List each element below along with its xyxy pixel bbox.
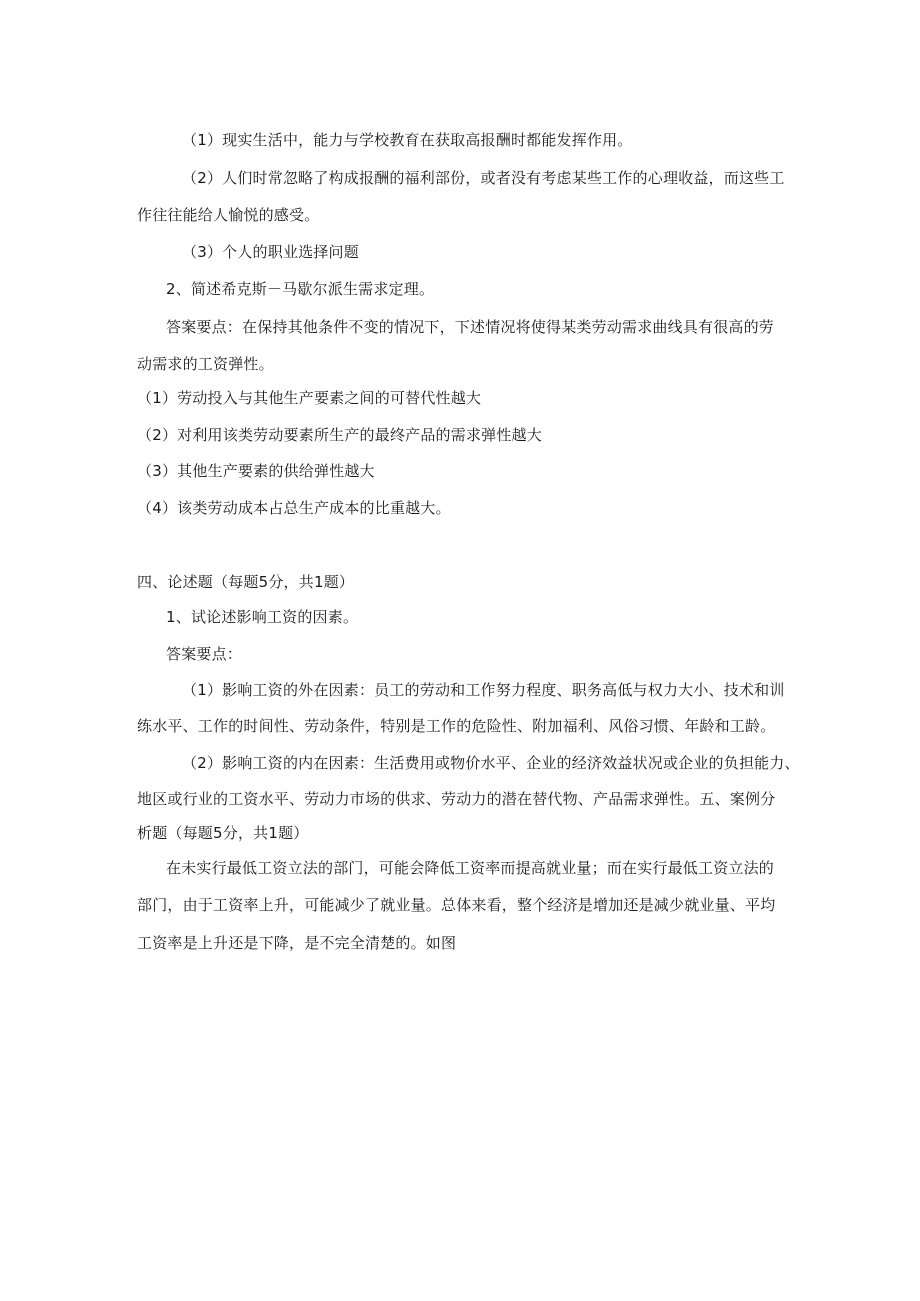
external-factors-line2: 练水平、工作的时间性、劳动条件，特别是工作的危险性、附加福利、风俗习惯、年龄和工龄。 [137, 717, 776, 735]
internal-factors-line1: （2）影响工资的内在因素：生活费用或物价水平、企业的经济效益状况或企业的负担能力、 [182, 754, 800, 772]
section-heading: 四、论述题（每题5分，共1题） [137, 573, 355, 591]
answer-point-1: （1）现实生活中，能力与学校教育在获取高报酬时都能发挥作用。 [182, 131, 633, 149]
essay-question-1: 1、试论述影响工资的因素。 [166, 608, 359, 626]
question-2: 2、简述希克斯－马歇尔派生需求定理。 [166, 280, 435, 298]
answer-label: 答案要点： [166, 645, 243, 663]
list-item: （4）该类劳动成本占总生产成本的比重越大。 [137, 499, 451, 517]
internal-factors-line3: 析题（每题5分，共1题） [137, 824, 309, 842]
case-analysis-line1: 在未实行最低工资立法的部门，可能会降低工资率而提高就业量；而在实行最低工资立法的 [166, 859, 775, 877]
case-analysis-line3: 工资率是上升还是下降，是不完全清楚的。如图 [137, 934, 457, 952]
case-analysis-line2: 部门，由于工资率上升，可能减少了就业量。总体来看，整个经济是增加还是减少就业量、平均 [137, 896, 776, 914]
answer-intro-line2: 动需求的工资弹性。 [137, 355, 274, 373]
answer-point-3: （3）个人的职业选择问题 [182, 243, 359, 261]
list-item: （3）其他生产要素的供给弹性越大 [137, 462, 375, 480]
answer-intro-line1: 答案要点：在保持其他条件不变的情况下，下述情况将使得某类劳动需求曲线具有很高的劳 [166, 318, 775, 336]
list-item: （2）对利用该类劳动要素所生产的最终产品的需求弹性越大 [137, 426, 542, 444]
external-factors-line1: （1）影响工资的外在因素：员工的劳动和工作努力程度、职务高低与权力大小、技术和训 [182, 681, 785, 699]
list-item: （1）劳动投入与其他生产要素之间的可替代性越大 [137, 389, 482, 407]
answer-point-2-line2: 作往往能给人愉悦的感受。 [137, 206, 320, 224]
internal-factors-line2: 地区或行业的工资水平、劳动力市场的供求、劳动力的潜在替代物、产品需求弹性。五、案例分 [137, 790, 776, 808]
answer-point-2-line1: （2）人们时常忽略了构成报酬的福利部份，或者没有考虑某些工作的心理收益，而这些工 [182, 169, 785, 187]
